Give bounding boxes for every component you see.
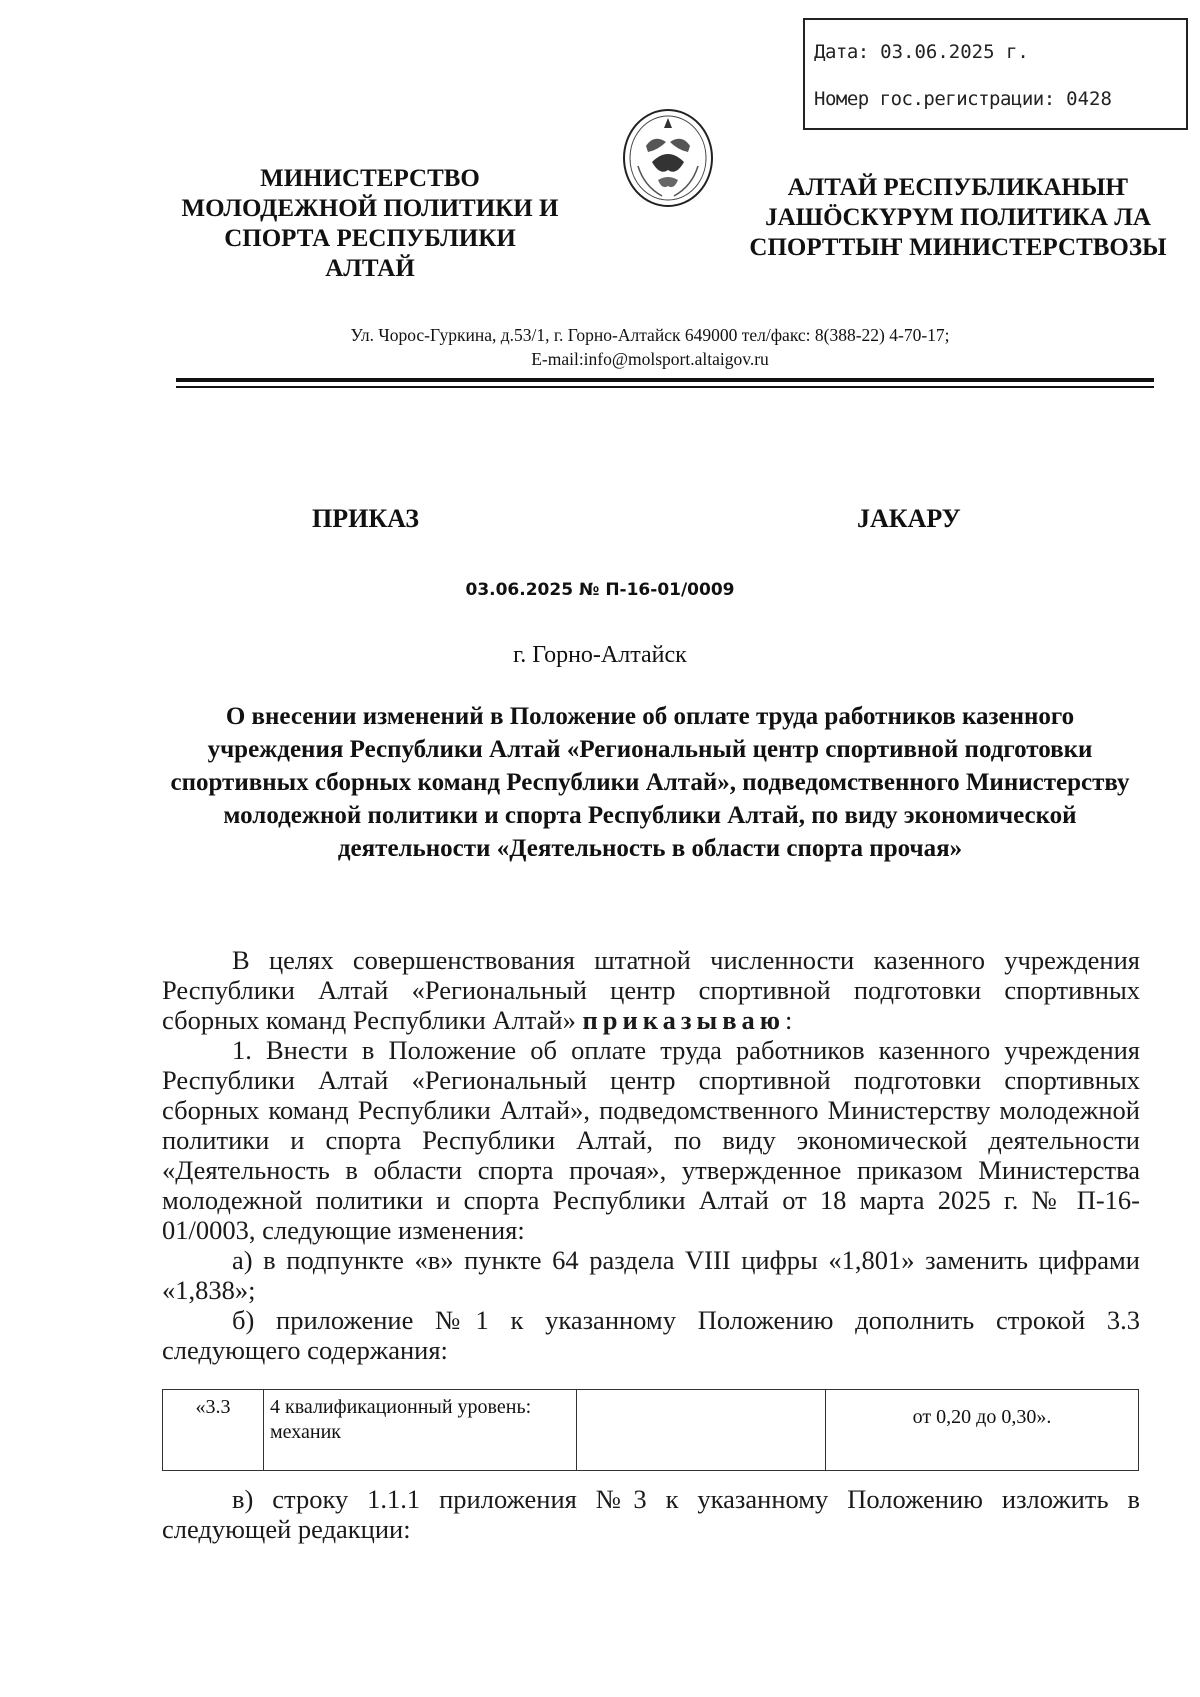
email-line: E-mail:info@molsport.altaigov.ru (531, 349, 769, 369)
intro-paragraph (162, 945, 1140, 1035)
header-rule-thin (176, 386, 1154, 388)
ministry-name-line: СПОРТТЫҤ МИНИСТЕРСТВОЗЫ (749, 234, 1167, 261)
order-word-russian: ПРИКАЗ (312, 504, 420, 533)
registration-stamp (803, 18, 1188, 130)
table-cell-position: 4 квалификационный уровень: механик (264, 1390, 577, 1471)
ministry-name-line: АЛТАЙ (325, 255, 415, 282)
order-word-altai: ЈАКАРУ (857, 504, 961, 533)
ministry-name-russian (160, 164, 580, 284)
ministry-name-altai (748, 173, 1168, 263)
stamp-date-row (814, 41, 1029, 63)
table-row (163, 1390, 1139, 1471)
ministry-address (200, 323, 1100, 371)
address-line: Ул. Чорос-Гуркина, д.53/1, г. Горно-Алтайск 649000 тел/факс: 8(388-22) 4-70-17; (350, 325, 950, 345)
paragraph-b: б) приложение №1 к указанному Положению дополнить строкой 3.3 следующего содержания: (162, 1305, 1140, 1365)
order-number: 03.06.2025 № П-16-01/0009 (465, 580, 735, 600)
stamp-reg-row (814, 88, 1112, 110)
coat-of-arms-emblem-icon (618, 106, 718, 210)
salary-coefficient-table (162, 1389, 1139, 1471)
order-title: О внесении изменений в Положение об оплате труда работников казенного учреждения Республики Алтай «Региональный центр спортивной подготовки спортивных сборных команд Республики Алтай», подведомственного Министерству молодежной политики и спорта Республики Алтай, по виду экономической деятельности «Деятельность в области спорта прочая» (170, 703, 1130, 862)
ministry-name-line: ЈАШÖСКҮРҮМ ПОЛИТИКА ЛА (765, 204, 1151, 231)
header-rule-thick (176, 378, 1154, 382)
table-cell-empty (577, 1390, 826, 1471)
stamp-reg-label: Номер гос.регистрации: (814, 88, 1055, 110)
paragraph-1: 1. Внести в Положение об оплате труда работников казенного учреждения Республики Алтай «Региональный центр спортивной подготовки спортивных сборных команд Республики Алтай», подведомственного Министерству молодежной политики и спорта Республики Алтай, по виду экономической деятельности «Деятельность в области спорта прочая», утвержденное приказом Министерства молодежной политики и спорта Республики Алтай от 18 марта 2025 г. № П-16-01/0003, следующие изменения: (162, 1035, 1140, 1245)
order-city: г. Горно-Алтайск (513, 642, 687, 668)
table-cell-number: «3.3 (163, 1390, 264, 1471)
order-body-intro (162, 945, 1140, 1365)
ministry-name-line: МОЛОДЕЖНОЙ ПОЛИТИКИ И (181, 195, 559, 222)
ministry-name-line: СПОРТА РЕСПУБЛИКИ (224, 225, 516, 252)
intro-command: приказываю (582, 1005, 786, 1035)
order-body-continuation (162, 1484, 1140, 1544)
stamp-reg-value: 0428 (1066, 88, 1112, 110)
stamp-date-label: Дата: (814, 41, 869, 63)
ministry-name-line: АЛТАЙ РЕСПУБЛИКАНЫҤ (787, 174, 1129, 201)
intro-colon: : (785, 1005, 793, 1035)
stamp-date-value: 03.06.2025 г. (880, 41, 1029, 63)
paragraph-v: в) строку 1.1.1 приложения №3 к указанному Положению изложить в следующей редакции: (162, 1484, 1140, 1544)
table-cell-coefficient: от 0,20 до 0,30». (826, 1390, 1139, 1471)
paragraph-a: а) в подпункте «в» пункте 64 раздела VIII цифры «1,801» заменить цифрами «1,838»; (162, 1245, 1140, 1305)
intro-text: В целях совершенствования штатной численности казенного учреждения Республики Алтай «Региональный центр спортивной подготовки спортивных сборных команд Республики Алтай» (162, 945, 1140, 1035)
ministry-name-line: МИНИСТЕРСТВО (260, 165, 480, 192)
